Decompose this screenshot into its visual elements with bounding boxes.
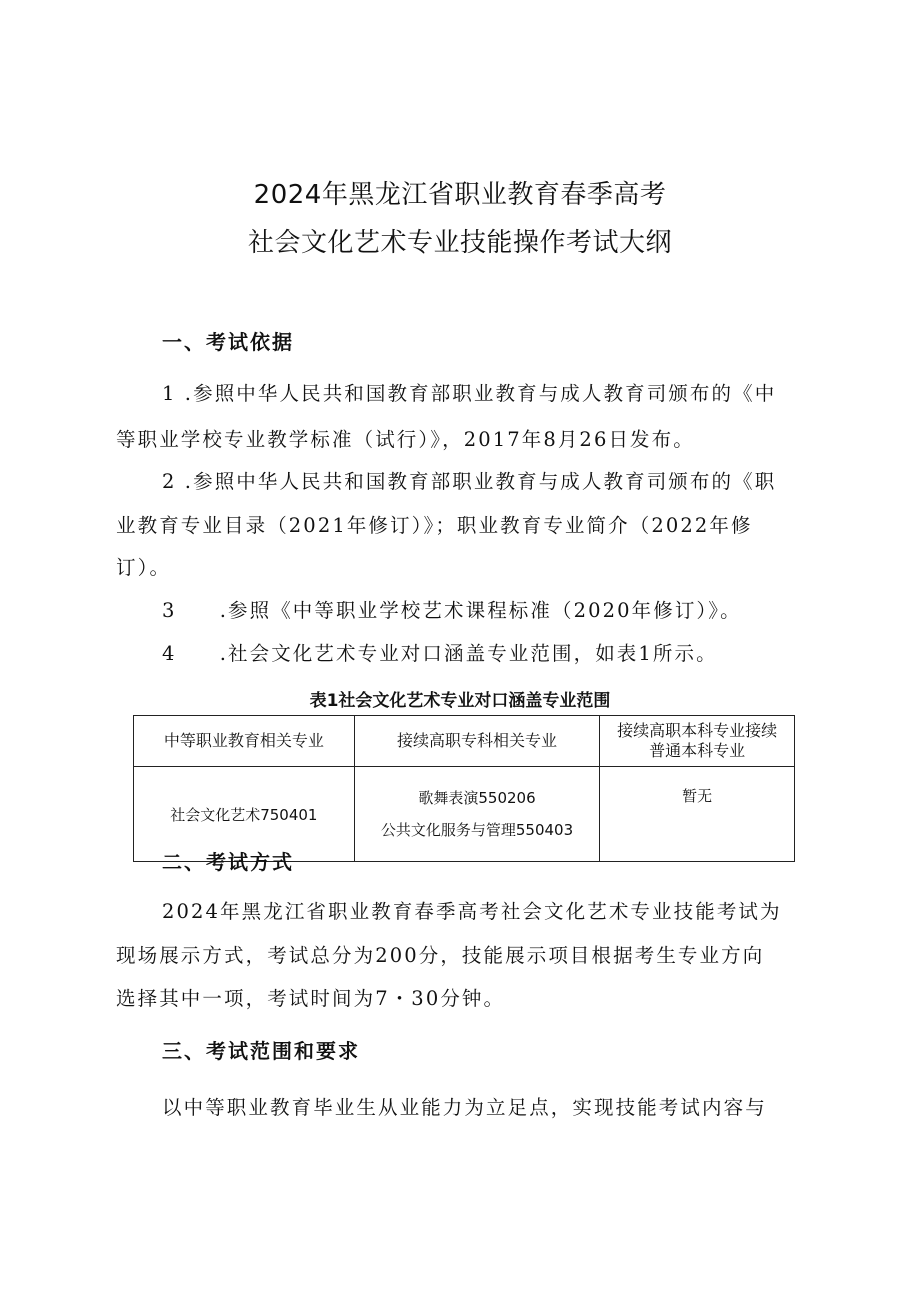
section-1-item-1-line-1: 1 .参照中华人民共和国教育部职业教育与成人教育司颁布的《中 (162, 382, 777, 405)
section-2-line-1: 2024年黑龙江省职业教育春季高考社会文化艺术专业技能考试为 (162, 900, 782, 923)
header-secondary-vocational: 中等职业教育相关专业 (134, 716, 355, 767)
header-higher-vocational-college: 接续高职专科相关专业 (354, 716, 600, 767)
table-header-row (134, 716, 795, 767)
section-2-line-2: 现场展示方式，考试总分为200分，技能展示项目根据考生专业方向 (116, 944, 765, 967)
document-title-line-2: 社会文化艺术专业技能操作考试大纲 (247, 228, 672, 258)
cell-college-major-1: 歌舞表演550206 (418, 789, 536, 807)
section-1-item-2-line-1: 2 .参照中华人民共和国教育部职业教育与成人教育司颁布的《职 (162, 470, 777, 493)
section-1-heading: 一、考试依据 (162, 330, 294, 354)
section-1-item-2-line-3: 订）。 (116, 556, 172, 579)
section-1-item-3: 3 .参照《中等职业学校艺术课程标准（2020年修订）》。 (162, 599, 742, 622)
section-2-line-3: 选择其中一项，考试时间为7・30分钟。 (116, 987, 506, 1010)
section-1-item-2-line-2: 业教育专业目录（2021年修订）》；职业教育专业简介（2022年修 (116, 514, 753, 537)
section-1-item-4: 4 .社会文化艺术专业对口涵盖专业范围，如表1所示。 (162, 642, 718, 665)
section-1-item-1-line-2: 等职业学校专业教学标准（试行）》，2017年8月26日发布。 (116, 428, 695, 451)
cell-undergraduate-major: 暂无 (600, 767, 795, 862)
document-title-line-1: 2024年黑龙江省职业教育春季高考 (253, 180, 667, 210)
header-undergraduate (600, 716, 795, 767)
section-3-line-1: 以中等职业教育毕业生从业能力为立足点，实现技能考试内容与 (162, 1096, 767, 1119)
header-undergraduate-line-2: 普通本科专业 (649, 741, 746, 760)
major-scope-table (133, 715, 795, 862)
table-caption: 表1社会文化艺术专业对口涵盖专业范围 (309, 691, 611, 711)
cell-college-majors (354, 767, 600, 862)
cell-secondary-major: 社会文化艺术750401 (134, 767, 355, 862)
cell-college-major-2: 公共文化服务与管理550403 (380, 821, 574, 839)
section-2-heading: 二、考试方式 (162, 850, 294, 874)
header-undergraduate-line-1: 接续高职本科专业接续 (617, 721, 778, 740)
section-3-heading: 三、考试范围和要求 (162, 1039, 360, 1063)
